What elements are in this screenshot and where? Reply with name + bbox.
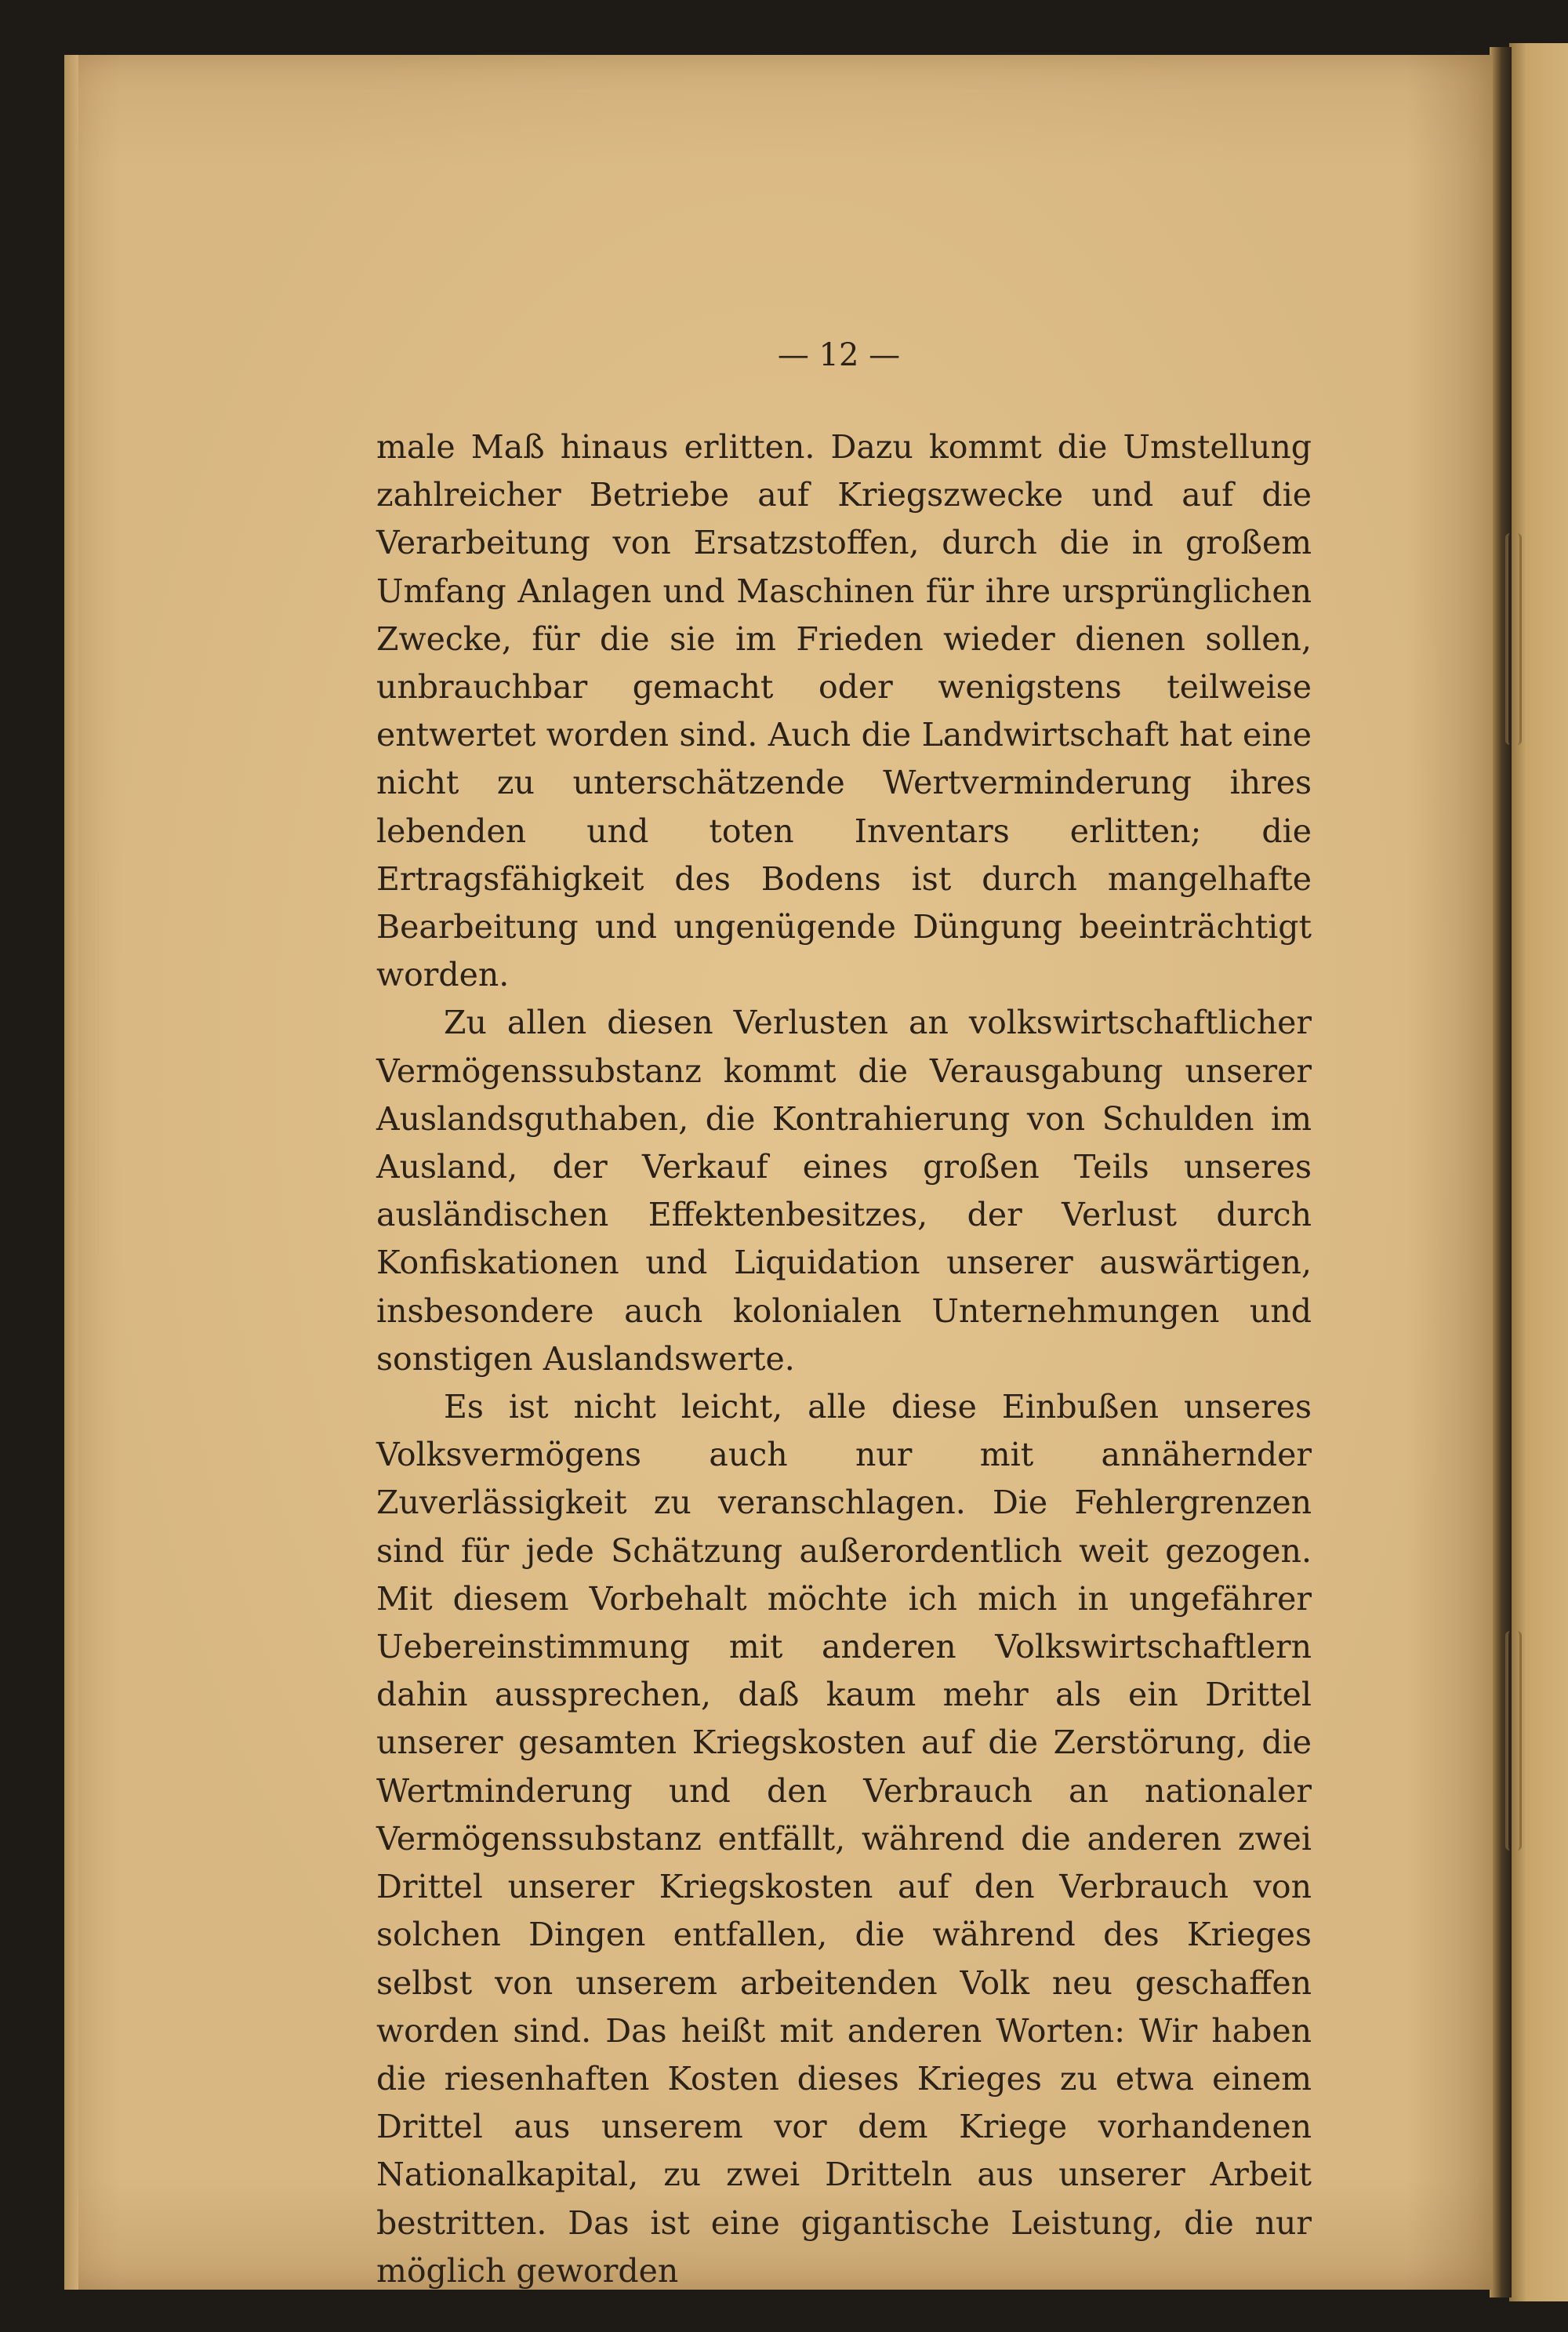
page-fore-edge [64,55,78,2290]
body-text [376,423,1312,2295]
paragraph-2: Zu allen diesen Verlusten an volkswirtschaftlicher Vermögenssubstanz kommt die Verausgabung unserer Auslandsguthaben, die Kontrahierung von Schulden im Ausland, der Verkauf eines großen Teils unseres ausländischen Effektenbesitzes, der Verlust durch Konfiskationen und Liquidation unserer auswärtigen, insbesondere auch kolonialen Unternehmungen und sonstigen Auslandswerte. [376,1004,1312,1378]
paragraph-3: Es ist nicht leicht, alle diese Einbußen unseres Volksvermögens auch nur mit annähernder Zuverlässigkeit zu veranschlagen. Die Fehlergrenzen sind für jede Schätzung außerordentlich weit gezogen. Mit diesem Vorbehalt möchte ich mich in ungefährer Uebereinstimmung mit anderen Volkswirtschaftlern dahin aussprechen, daß kaum mehr als ein Drittel unserer gesamten Kriegskosten auf die Zerstörung, die Wertminderung und den Verbrauch an nationaler Vermögenssubstanz entfällt, während die anderen zwei Drittel unserer Kriegskosten auf den Verbrauch von solchen Dingen entfallen, die während des Krieges selbst von unserem arbeitenden Volk neu geschaffen worden sind. Das heißt mit anderen Worten: Wir haben die riesenhaften Kosten dieses Krieges zu etwa einem Drittel aus unserem vor dem Kriege vorhandenen Nationalkapital, zu zwei Dritteln aus unserer Arbeit bestritten. Das ist eine gigantische Leistung, die nur möglich geworden [376,1388,1312,2290]
page-number-label: — 12 — [777,337,901,373]
paragraph-1: male Maß hinaus erlitten. Dazu kommt die Umstellung zahlreicher Betriebe auf Kriegszwecke und auf die Verarbeitung von Ersatzstoffen, durch die in großem Umfang Anlagen und Maschinen für ihre ursprünglichen Zwecke, für die sie im Frieden wieder dienen sollen, unbrauchbar gemacht oder wenigstens teilweise entwertet worden sind. Auch die Landwirtschaft hat eine nicht zu unterschätzende Wertverminderung ihres lebenden und toten Inventars erlitten; die Ertragsfähigkeit des Bodens ist durch mangelhafte Bearbeitung und ungenügende Düngung beeinträchtigt worden. [376,428,1312,994]
book-gutter [1490,47,1512,2297]
binding-thread-bottom [1505,1631,1522,1851]
adjacent-page-edge [1509,43,1568,2301]
page-number [0,337,1568,373]
binding-thread-top [1505,533,1522,745]
